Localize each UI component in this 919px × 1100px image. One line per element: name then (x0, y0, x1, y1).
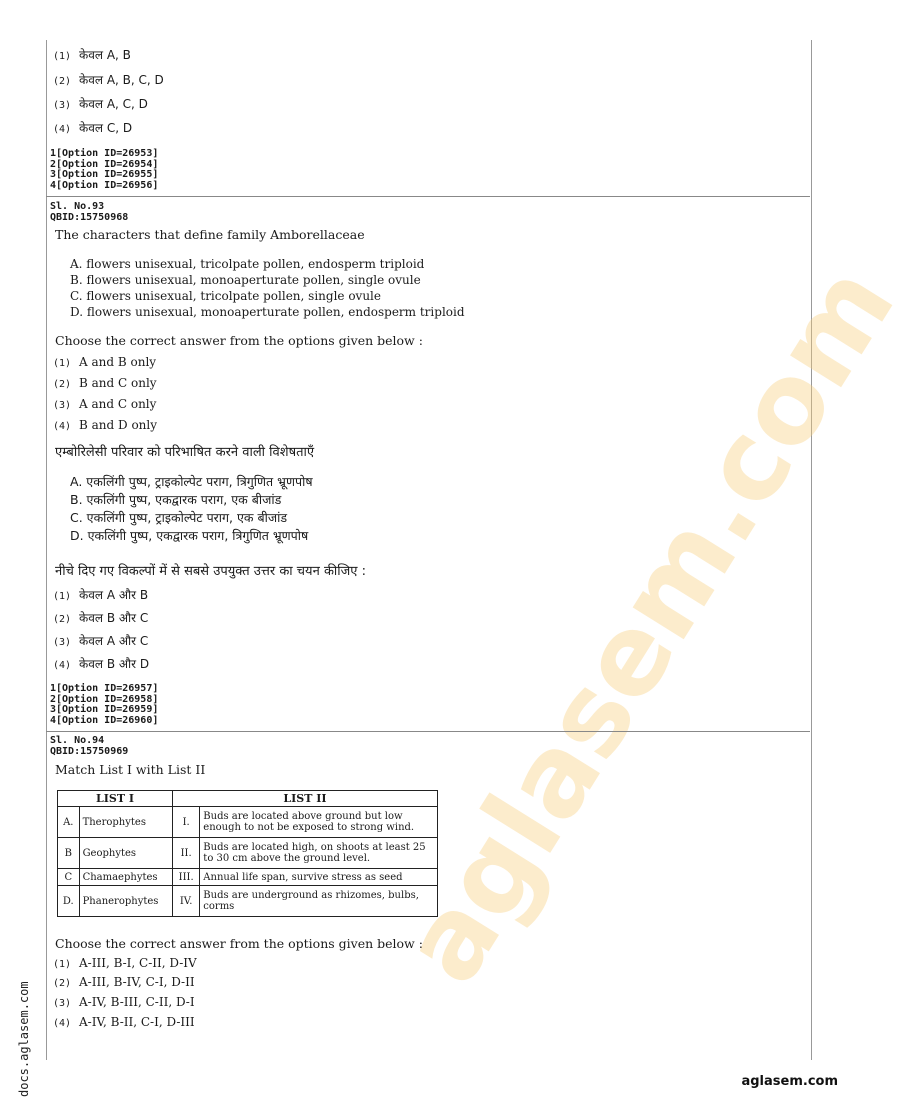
list1-letter: D. (58, 886, 80, 917)
option-id: 2[Option ID=26958] (50, 693, 159, 705)
q93-option-1 (53, 355, 156, 369)
option-text: A-III, B-IV, C-I, D-II (79, 975, 195, 989)
side-url: docs.aglasem.com (17, 981, 31, 1097)
table-row (58, 838, 438, 869)
list1-letter: B (58, 838, 80, 869)
option-text: B and D only (79, 418, 158, 432)
option-number: (3) (53, 400, 72, 411)
qbid: QBID:15750969 (50, 746, 129, 757)
list1-letter: A. (58, 807, 80, 838)
table-row (58, 886, 438, 917)
q94-option-2 (53, 975, 195, 989)
list2-numeral: I. (173, 807, 200, 838)
list2-header: LIST II (173, 791, 438, 807)
question-separator (46, 731, 810, 732)
qbid: QBID:15750968 (50, 212, 129, 223)
option-id: 4[Option ID=26956] (50, 179, 159, 191)
q93-option-3 (53, 397, 156, 411)
list2-numeral: IV. (173, 886, 200, 917)
option-number: (2) (53, 379, 72, 390)
option-text: A and C only (79, 397, 157, 411)
option-number: (4) (53, 660, 72, 671)
list2-numeral: II. (173, 838, 200, 869)
prev-option-4 (53, 119, 132, 136)
option-text: केवल A, C, D (79, 97, 148, 111)
list1-letter: C (58, 869, 80, 886)
option-id: 3[Option ID=26959] (50, 704, 159, 715)
statement: D. एकलिंगी पुष्प, एकद्वारक पराग, त्रिगुणित भ्रूणपोष (70, 528, 309, 543)
statement: C. flowers unisexual, tricolpate pollen, single ovule (70, 289, 381, 303)
option-number: (4) (53, 421, 72, 432)
option-number: (2) (53, 76, 72, 87)
option-id: 4[Option ID=26960] (50, 714, 159, 726)
statement: A. flowers unisexual, tricolpate pollen, endosperm triploid (70, 257, 425, 271)
serial-number: Sl. No.93 (50, 201, 105, 212)
q94-option-1 (53, 956, 197, 970)
prev-option-ids (50, 149, 158, 191)
q93-statements (70, 256, 465, 320)
list2-numeral: III. (173, 869, 200, 886)
statement: A. एकलिंगी पुष्प, ट्राइकोल्पेट पराग, त्रिगुणित भ्रूणपोष (70, 474, 313, 489)
q93-hindi-statements (70, 473, 313, 545)
serial-number: Sl. No.94 (50, 735, 105, 746)
statement: C. एकलिंगी पुष्प, ट्राइकोल्पेट पराग, एक बीजांड (70, 510, 288, 525)
option-text: B and C only (79, 376, 157, 390)
q93-hindi-option-3 (53, 632, 148, 649)
option-number: (2) (53, 614, 72, 625)
option-text: केवल A और C (79, 634, 149, 648)
option-id: 2[Option ID=26954] (50, 158, 159, 170)
table-header-row (58, 791, 438, 807)
q94-option-3 (53, 995, 195, 1009)
list1-item: Phanerophytes (79, 886, 172, 917)
list1-item: Chamaephytes (79, 869, 172, 886)
statement: B. एकलिंगी पुष्प, एकद्वारक पराग, एक बीजांड (70, 492, 282, 507)
option-text: A-IV, B-III, C-II, D-I (79, 995, 195, 1009)
q94-question: Match List I with List II (55, 762, 206, 777)
watermark: aglasem.com (377, 243, 919, 1005)
q93-question: The characters that define family Amborellaceae (55, 227, 365, 242)
option-number: (2) (53, 978, 72, 989)
list2-item: Buds are located high, on shoots at least 25 to 30 cm above the ground level. (200, 838, 438, 869)
q93-hindi-option-2 (53, 609, 148, 626)
option-number: (1) (53, 51, 72, 62)
q93-hindi-option-4 (53, 655, 149, 672)
q93-option-4 (53, 418, 157, 432)
prev-option-1 (53, 46, 131, 63)
option-text: केवल A, B (79, 48, 131, 62)
list2-item: Annual life span, survive stress as seed (200, 869, 438, 886)
option-text: केवल A और B (79, 588, 149, 602)
option-text: केवल A, B, C, D (79, 73, 164, 87)
list2-item: Buds are underground as rhizomes, bulbs, corms (200, 886, 438, 917)
option-text: A-IV, B-II, C-I, D-III (79, 1015, 195, 1029)
list1-item: Geophytes (79, 838, 172, 869)
option-number: (1) (53, 358, 72, 369)
option-number: (3) (53, 637, 72, 648)
list1-header: LIST I (58, 791, 173, 807)
match-table (57, 790, 438, 917)
option-text: केवल C, D (79, 121, 133, 135)
q94-choose: Choose the correct answer from the options given below : (55, 936, 423, 951)
prev-option-2 (53, 71, 164, 88)
q93-choose: Choose the correct answer from the options given below : (55, 333, 423, 348)
list1-item: Therophytes (79, 807, 172, 838)
brand-footer: aglasem.com (741, 1074, 838, 1089)
q94-meta (50, 735, 128, 757)
q94-option-4 (53, 1015, 195, 1029)
option-number: (4) (53, 1018, 72, 1029)
q93-option-2 (53, 376, 157, 390)
q93-hindi-question: एम्बोरिलेसी परिवार को परिभाषित करने वाली विशेषताएँ (55, 445, 315, 460)
option-number: (3) (53, 100, 72, 111)
list2-item: Buds are located above ground but low enough to not be exposed to strong wind. (200, 807, 438, 838)
option-text: A and B only (79, 355, 157, 369)
option-id: 3[Option ID=26955] (50, 169, 159, 180)
statement: D. flowers unisexual, monoaperturate pollen, endosperm triploid (70, 305, 465, 319)
table-row (58, 807, 438, 838)
q93-meta (50, 201, 128, 223)
option-text: केवल B और D (79, 657, 150, 671)
question-separator (46, 196, 810, 197)
q93-hindi-option-1 (53, 586, 148, 603)
option-text: A-III, B-I, C-II, D-IV (79, 956, 197, 970)
option-id: 1[Option ID=26953] (50, 148, 159, 159)
q93-option-ids (50, 684, 158, 726)
statement: B. flowers unisexual, monoaperturate pollen, single ovule (70, 273, 421, 287)
q93-hindi-choose: नीचे दिए गए विकल्पों में से सबसे उपयुक्त उत्तर का चयन कीजिए : (55, 564, 367, 579)
option-number: (3) (53, 998, 72, 1009)
prev-option-3 (53, 95, 148, 112)
option-id: 1[Option ID=26957] (50, 683, 159, 694)
option-text: केवल B और C (79, 611, 149, 625)
option-number: (1) (53, 959, 72, 970)
table-row (58, 869, 438, 886)
option-number: (1) (53, 591, 72, 602)
option-number: (4) (53, 124, 72, 135)
